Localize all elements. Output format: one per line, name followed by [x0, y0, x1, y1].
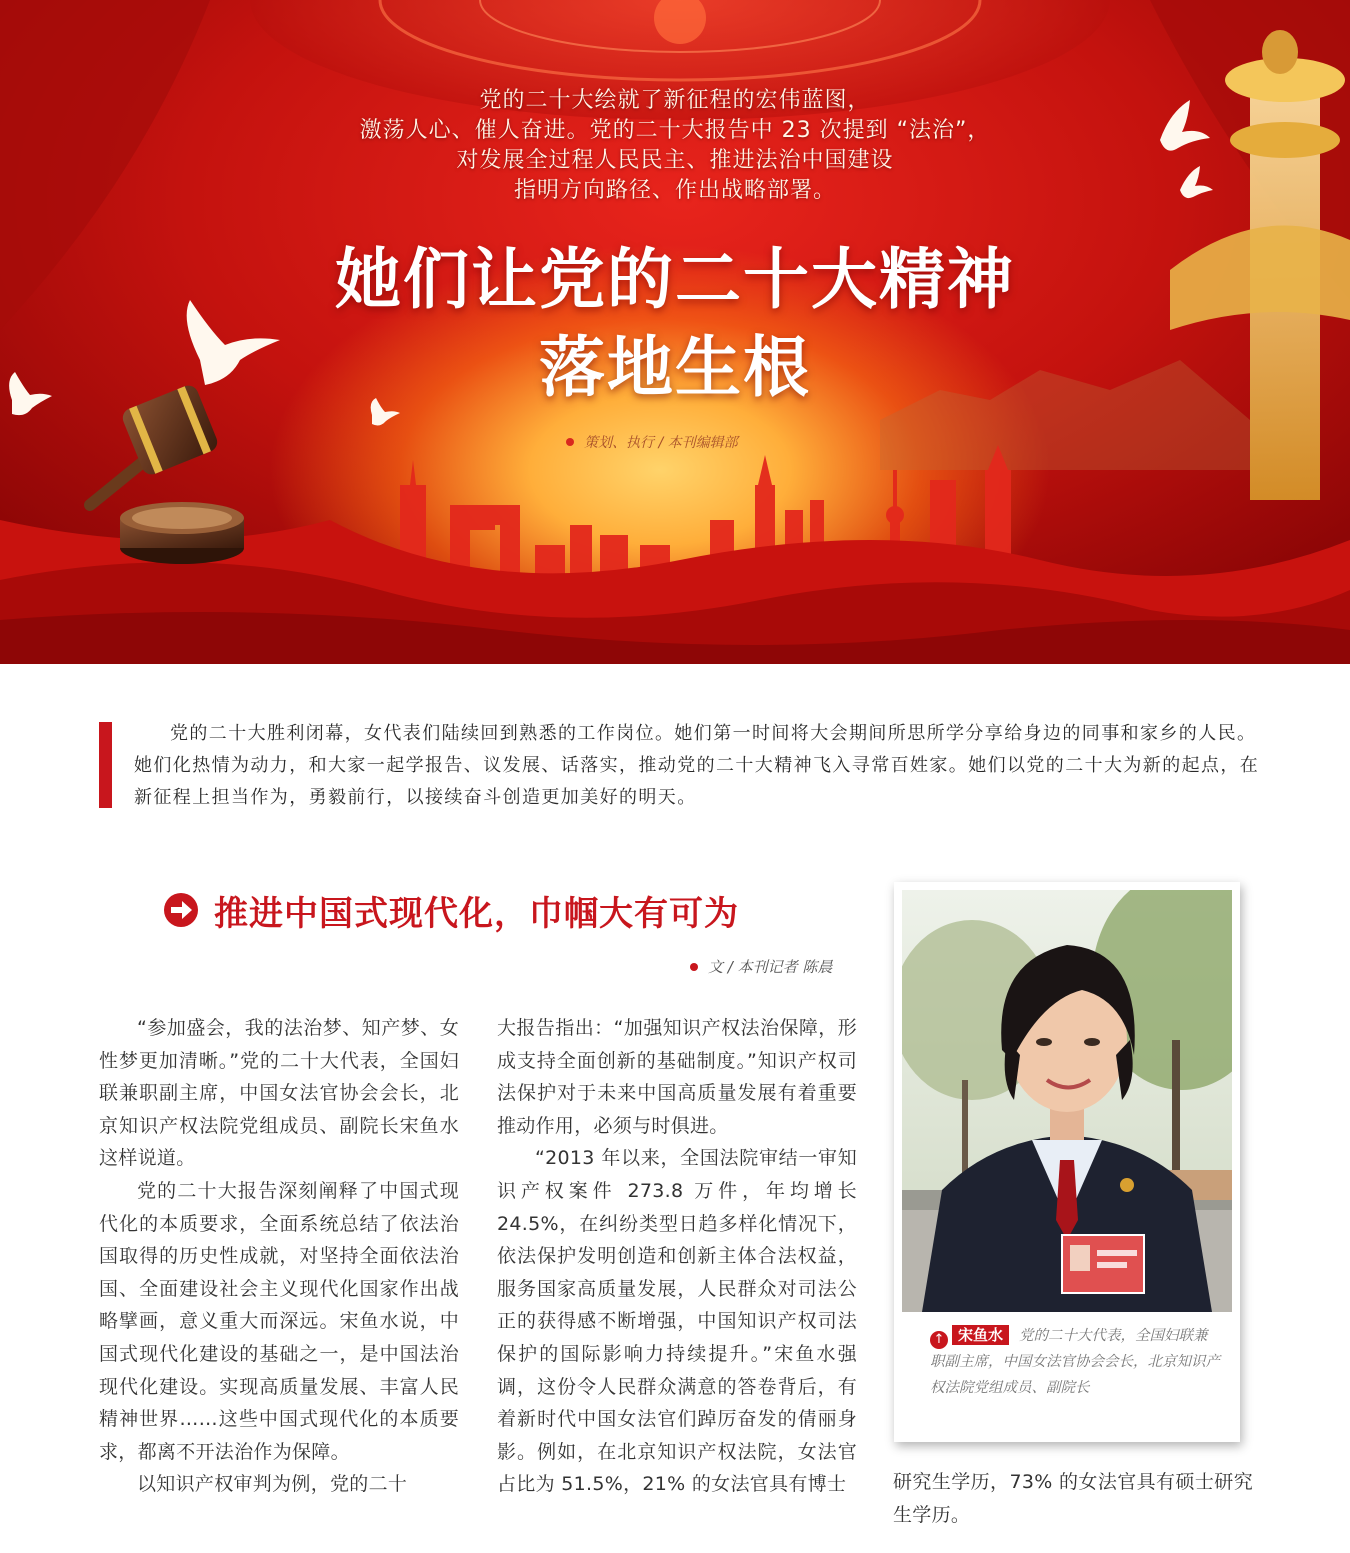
- paragraph: 大报告指出：“加强知识产权法治保障，形成支持全面创新的基础制度。”知识产权司法保护对于未来中国高质量发展有着重要推动作用，必须与时俱进。: [497, 1017, 857, 1137]
- byline-text: 文 / 本刊记者 陈晨: [708, 958, 833, 976]
- intro-line: 对发展全过程人民民主、推进法治中国建设: [456, 148, 894, 173]
- title-line: 落地生根: [539, 329, 811, 406]
- arrow-up-circle-icon: ↑: [930, 1331, 948, 1349]
- header-banner: [0, 0, 1350, 664]
- page-title: [255, 236, 1095, 412]
- photo-card: [894, 882, 1240, 1442]
- article-column-3: [893, 1466, 1253, 1531]
- planner-text: 策划、执行 / 本刊编辑部: [584, 435, 738, 451]
- left-curtain-icon: [0, 0, 210, 330]
- caption-text: 党的二十大代表，全国妇联兼职副主席，中国女法官协会会长，北京知识产权法院党组成员、副院长: [930, 1328, 1220, 1396]
- section-title: 推进中国式现代化，巾帼大有可为: [214, 894, 739, 934]
- bullet-dot-icon: [566, 438, 574, 446]
- gavel-icon: [90, 383, 244, 564]
- arrow-right-circle-icon: [163, 892, 199, 928]
- lead-paragraph: 党的二十大胜利闭幕，女代表们陆续回到熟悉的工作岗位。她们第一时间将大会期间所思所学分享给身边的同事和家乡的人民。她们化热情为动力，和大家一起学报告、议发展、话落实，推动党的二十大精神飞入寻常百姓家。她们以党的二十大为新的起点，在新征程上担当作为，勇毅前行，以接续奋斗创造更加美好的明天。: [134, 723, 1260, 808]
- intro-line: 党的二十大绘就了新征程的宏伟蓝图，: [479, 88, 871, 113]
- title-line: 她们让党的二十大精神: [335, 241, 1015, 318]
- paragraph: 以知识产权审判为例，党的二十: [137, 1473, 408, 1496]
- lead-accent-bar: [99, 722, 112, 808]
- article-column-1: [99, 1012, 459, 1501]
- paragraph: “参加盛会，我的法治梦、知产梦、女性梦更加清晰。”党的二十大代表，全国妇联兼职副主席，中国女法官协会会长，北京知识产权法院党组成员、副院长宋鱼水这样说道。: [99, 1017, 459, 1170]
- intro-line: 激荡人心、催人奋进。党的二十大报告中 23 次提到 “法治”，: [359, 118, 991, 143]
- paragraph: 研究生学历，73% 的女法官具有硕士研究生学历。: [893, 1471, 1253, 1526]
- paragraph: “2013 年以来，全国法院审结一审知识产权案件 273.8 万件，年均增长 24.5%，在纠纷类型日趋多样化情况下，依法保护发明创造和创新主体合法权益，服务国家高质量发展，人民群众对司法公正的获得感不断增强，中国知识产权司法保护的国际影响力持续提升。”宋鱼水强调，这份令人民群众满意的答卷背后，有着新时代中国女法官们踔厉奋发的倩丽身影。例如，在北京知识产权法院，女法官占比为 51.5%，21% 的女法官具有博士: [497, 1147, 857, 1496]
- photo-caption: [930, 1323, 1220, 1401]
- banner-intro: [300, 86, 1050, 206]
- portrait-photo: [902, 890, 1232, 1312]
- paragraph: 党的二十大报告深刻阐释了中国式现代化的本质要求，全面系统总结了依法治国取得的历史性成就，对坚持全面依法治国、全面建设社会主义现代化国家作出战略擘画，意义重大而深远。宋鱼水说，中国式现代化建设的基础之一，是中国法治现代化建设。实现高质量发展、丰富人民精神世界……这些中国式现代化的本质要求，都离不开法治作为保障。: [99, 1179, 459, 1463]
- intro-line: 指明方向路径、作出战略部署。: [513, 178, 836, 203]
- caption-name: 宋鱼水: [952, 1325, 1009, 1345]
- article-column-2: [497, 1012, 857, 1501]
- bullet-dot-icon: [690, 963, 698, 971]
- planner-credit: [566, 432, 738, 452]
- byline: [690, 956, 832, 977]
